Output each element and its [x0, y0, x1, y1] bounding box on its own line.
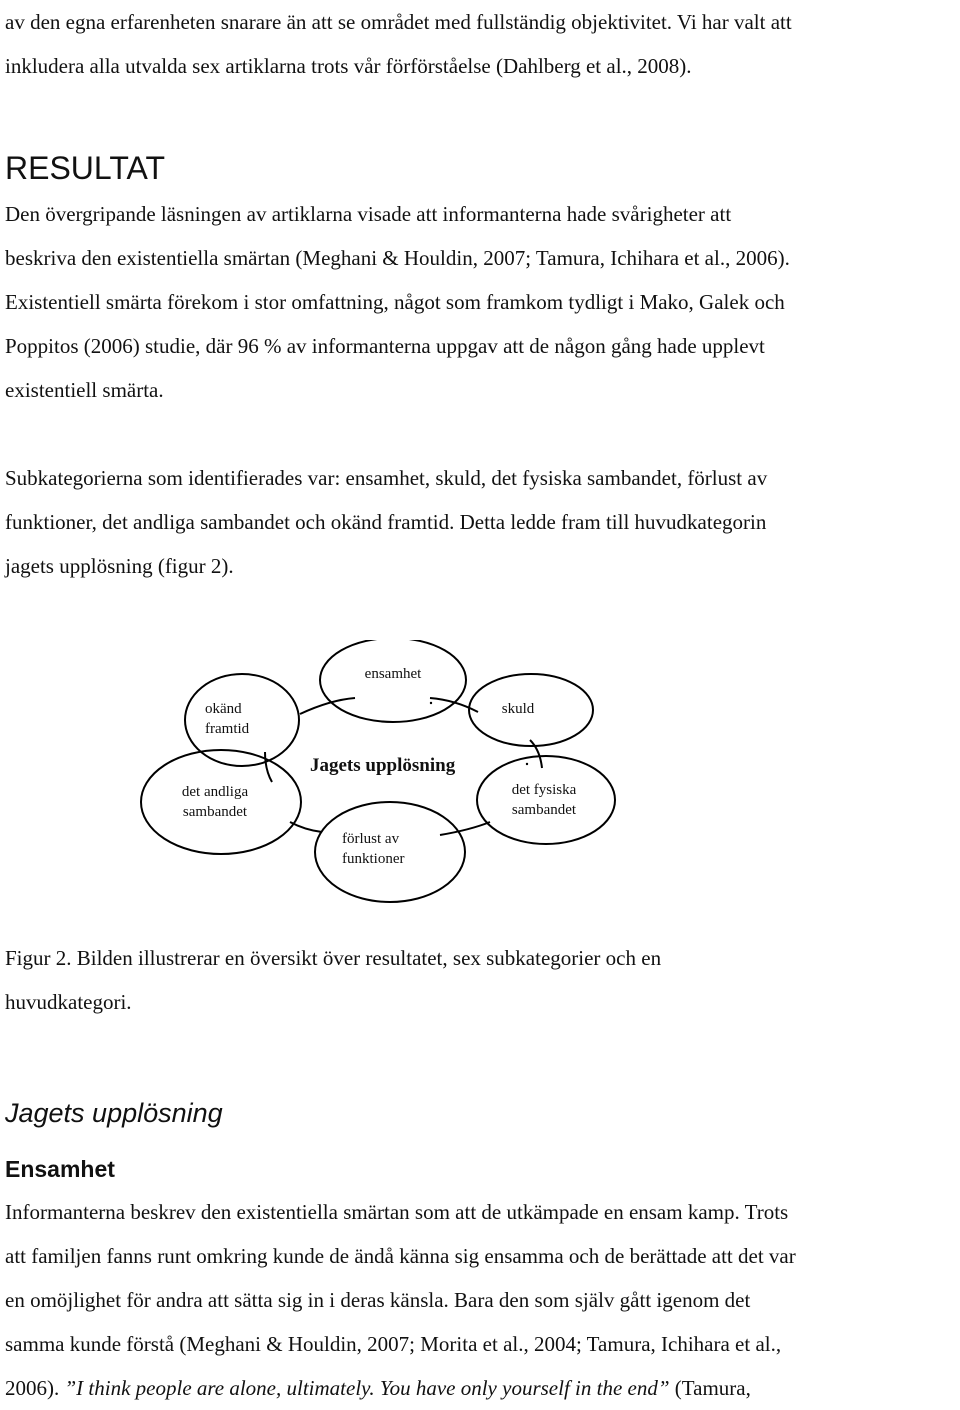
ensamhet-paragraph: [5, 1190, 955, 1410]
text-line: existentiell smärta.: [5, 378, 164, 402]
italic-quote: ”I think people are alone, ultimately. You have only yourself in the end”: [64, 1376, 670, 1400]
resultat-paragraph-1: [5, 192, 955, 412]
intro-paragraph: [5, 0, 955, 88]
intro-line-1: av den egna erfarenheten snarare än att se området med fullständig objektivitet. Vi har valt att: [5, 10, 792, 34]
figure-caption: [5, 936, 955, 1024]
text-line: en omöjlighet för andra att sätta sig in i deras känsla. Bara den som själv gått igenom det: [5, 1288, 751, 1312]
text-line-last: [5, 1366, 955, 1410]
text-line: att familjen fanns runt omkring kunde de ändå känna sig ensamma och de berättade att det var: [5, 1244, 796, 1268]
text-line: beskriva den existentiella smärtan (Meghani & Houldin, 2007; Tamura, Ichihara et al., 2006).: [5, 246, 790, 270]
node-ensamhet: ensamhet: [364, 666, 422, 682]
text-line: Informanterna beskrev den existentiella smärtan som att de utkämpade en ensam kamp. Trots: [5, 1200, 789, 1224]
node-okand-framtid: okänd framtid: [205, 701, 250, 737]
text-line: Poppitos (2006) studie, där 96 % av informanterna uppgav att de någon gång hade upplevt: [5, 334, 765, 358]
section-heading-jagets-upplosning: Jagets upplösning: [5, 1098, 223, 1128]
caption-line: huvudkategori.: [5, 990, 132, 1014]
figure-2-diagram: [0, 640, 960, 910]
small-dot: [526, 763, 528, 765]
caption-line: Figur 2. Bilden illustrerar en översikt över resultatet, sex subkategorier och en: [5, 946, 662, 970]
resultat-paragraph-2: [5, 456, 955, 588]
node-det-andliga-sambandet: det andliga sambandet: [181, 784, 249, 820]
center-ring-arc-left: [265, 752, 272, 782]
section-heading-resultat: RESULTAT: [5, 150, 166, 186]
text-line: samma kunde förstå (Meghani & Houldin, 2007; Morita et al., 2004; Tamura, Ichihara et al.,: [5, 1332, 782, 1356]
text-line: Existentiell smärta förekom i stor omfattning, något som framkom tydligt i Mako, Galek och: [5, 290, 785, 314]
text-segment: 2006).: [5, 1376, 65, 1400]
subheading-ensamhet: Ensamhet: [5, 1156, 115, 1182]
text-line: funktioner, det andliga sambandet och okänd framtid. Detta ledde fram till huvudkategorin: [5, 510, 767, 534]
diagram-shapes: [0, 640, 960, 910]
small-dot: [430, 702, 432, 704]
node-skuld: skuld: [501, 701, 535, 717]
intro-line-2: inkludera alla utvalda sex artiklarna trots vår förförståelse (Dahlberg et al., 2008).: [5, 54, 692, 78]
node-det-fysiska-sambandet: det fysiska sambandet: [511, 782, 577, 818]
text-line: jagets upplösning (figur 2).: [5, 554, 234, 578]
text-segment: (Tamura,: [669, 1376, 751, 1400]
text-line: Den övergripande läsningen av artiklarna visade att informanterna hade svårigheter att: [5, 202, 732, 226]
text-line: Subkategorierna som identifierades var: ensamhet, skuld, det fysiska sambandet, förlust av: [5, 466, 768, 490]
diagram-center-label: Jagets upplösning: [310, 755, 456, 776]
center-ring-arc-bottom-right: [440, 822, 490, 835]
node-forlust-av-funktioner: förlust av funktioner: [342, 831, 405, 867]
center-ring-arc-right: [530, 740, 542, 768]
